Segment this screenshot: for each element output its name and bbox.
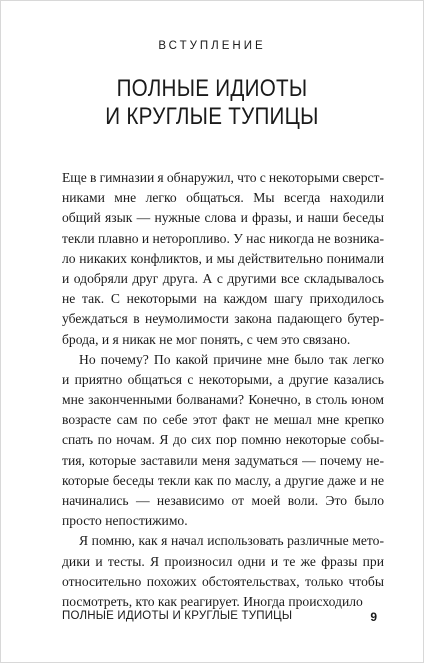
body-line: просто непостижимо. xyxy=(62,513,188,529)
body-line: Но почему? По какой причине мне было так легко xyxy=(79,351,384,367)
chapter-title-line-1: ПОЛНЫЕ ИДИОТЫ xyxy=(116,75,308,102)
body-line: относительно похожих обстоятельствах, только чтобы xyxy=(62,573,384,589)
chapter-title xyxy=(31,75,394,131)
body-line: ло никаких конфликтов, и мы действительно понимали xyxy=(62,250,384,266)
body-line: спать по ночам. Я до сих пор помню некоторые собы- xyxy=(62,432,384,448)
body-line: возрасте сам по себе этот факт не мешал мне крепко xyxy=(62,412,384,428)
body-line: брода, и я никак не мог понять, с чем это связано. xyxy=(62,331,351,347)
body-line: и одобряли друг друга. А с другими все складывалось xyxy=(62,270,384,286)
body-line: убеждаться в неумолимости закона падающего бутер- xyxy=(62,311,384,327)
body-line: Я помню, как я начал использовать различные мето- xyxy=(79,533,384,549)
body-text xyxy=(62,168,384,612)
body-line: тия, которые заставили меня задуматься — почему не- xyxy=(62,452,384,468)
body-line: никами мне легко общаться. Мы всегда находили xyxy=(62,190,384,206)
body-line: посмотреть, кто как реагирует. Иногда происходило xyxy=(62,593,363,609)
page-number: 9 xyxy=(370,610,377,624)
body-line: не так. С некоторыми на каждом шагу приходилось xyxy=(62,291,384,307)
body-line: Еще в гимназии я обнаружил, что с некоторыми сверст- xyxy=(62,170,384,185)
body-line: которые беседы текли как по маслу, а другие даже и не xyxy=(62,472,384,488)
body-line: дики и тесты. Я произносил одни и те же фразы при xyxy=(62,553,384,569)
running-title: ПОЛНЫЕ ИДИОТЫ И КРУГЛЫЕ ТУПИЦЫ xyxy=(62,610,293,622)
body-line: и приятно общаться с некоторыми, а другие казались xyxy=(62,371,384,387)
body-line: мне законченными болванами? Конечно, в столь юном xyxy=(62,392,384,408)
section-label: ВСТУПЛЕНИЕ xyxy=(158,40,266,52)
body-line: общий язык — нужные слова и фразы, и наши беседы xyxy=(62,210,384,226)
chapter-title-line-2: И КРУГЛЫЕ ТУПИЦЫ xyxy=(105,103,319,130)
body-line: начинались — независимо от моей воли. Это было xyxy=(62,493,384,508)
body-line: текли плавно и неторопливо. У нас никогда не возника- xyxy=(62,230,384,246)
